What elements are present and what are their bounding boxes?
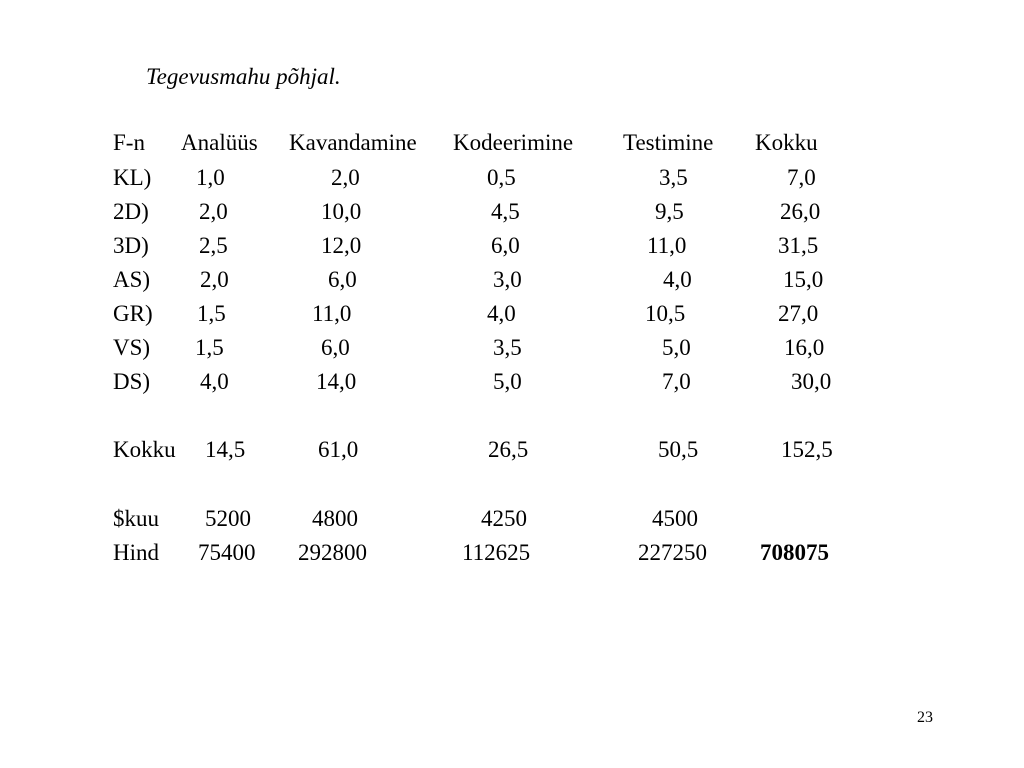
- table-cell: 3,0: [493, 267, 522, 292]
- table-cell: 3,5: [493, 335, 522, 360]
- table-cell: 4,0: [663, 267, 692, 292]
- table-cell: 30,0: [791, 369, 832, 394]
- table-cell: 1,0: [196, 165, 225, 190]
- total-cell: 26,5: [488, 437, 529, 462]
- table-cell: 26,0: [780, 199, 821, 224]
- table-cell: 7,0: [787, 165, 816, 190]
- header-kodeerimine: Kodeerimine: [453, 130, 574, 155]
- row-label: 3D): [113, 233, 149, 258]
- price-cell: 75400: [198, 540, 256, 565]
- total-cell: 14,5: [205, 437, 246, 462]
- table-cell: 14,0: [316, 369, 357, 394]
- row-label: AS): [113, 267, 151, 292]
- grand-total-price: 708075: [760, 540, 829, 565]
- table-cell: 0,5: [487, 165, 516, 190]
- price-label: Hind: [113, 540, 159, 565]
- table-cell: 6,0: [321, 335, 350, 360]
- header-fn: F-n: [113, 130, 145, 155]
- table-cell: 6,0: [491, 233, 520, 258]
- table-cell: 12,0: [321, 233, 362, 258]
- table-cell: 11,0: [312, 301, 352, 326]
- slide-heading: Tegevusmahu põhjal.: [146, 64, 341, 89]
- total-cell: 152,5: [781, 437, 833, 462]
- table-cell: 1,5: [195, 335, 224, 360]
- table-cell: 10,0: [321, 199, 362, 224]
- table-cell: 1,5: [197, 301, 226, 326]
- table-cell: 9,5: [655, 199, 684, 224]
- row-label: KL): [113, 165, 152, 190]
- table-cell: 4,5: [491, 199, 520, 224]
- table-cell: 2,0: [199, 199, 228, 224]
- table-cell: 11,0: [647, 233, 687, 258]
- header-kavandamine: Kavandamine: [289, 130, 417, 155]
- row-label: GR): [113, 301, 153, 326]
- page-number: 23: [917, 709, 933, 726]
- table-cell: 16,0: [784, 335, 825, 360]
- total-cell: 61,0: [318, 437, 359, 462]
- row-label: VS): [113, 335, 151, 360]
- table-cell: 31,5: [778, 233, 819, 258]
- table-cell: 4,0: [487, 301, 516, 326]
- table-cell: 4,0: [200, 369, 229, 394]
- header-testimine: Testimine: [623, 130, 714, 155]
- total-label: Kokku: [113, 437, 176, 462]
- price-cell: 292800: [298, 540, 367, 565]
- price-cell: 227250: [638, 540, 707, 565]
- total-cell: 50,5: [658, 437, 699, 462]
- header-analuus: Analüüs: [181, 130, 258, 155]
- row-label: 2D): [113, 199, 149, 224]
- table-cell: 10,5: [645, 301, 686, 326]
- row-label: DS): [113, 369, 151, 394]
- monthly-cell: 4500: [652, 506, 698, 531]
- table-cell: 27,0: [778, 301, 819, 326]
- table-cell: 2,5: [199, 233, 228, 258]
- table-cell: 7,0: [662, 369, 691, 394]
- table-cell: 5,0: [493, 369, 522, 394]
- table-cell: 6,0: [328, 267, 357, 292]
- monthly-cell: 5200: [205, 506, 251, 531]
- table-cell: 3,5: [659, 165, 688, 190]
- table-cell: 5,0: [662, 335, 691, 360]
- monthly-cell: 4800: [312, 506, 358, 531]
- table-cell: 2,0: [200, 267, 229, 292]
- price-cell: 112625: [462, 540, 531, 565]
- table-cell: 15,0: [783, 267, 824, 292]
- table-cell: 2,0: [331, 165, 360, 190]
- header-kokku: Kokku: [755, 130, 818, 155]
- monthly-cell: 4250: [481, 506, 527, 531]
- monthly-label: $kuu: [113, 506, 159, 531]
